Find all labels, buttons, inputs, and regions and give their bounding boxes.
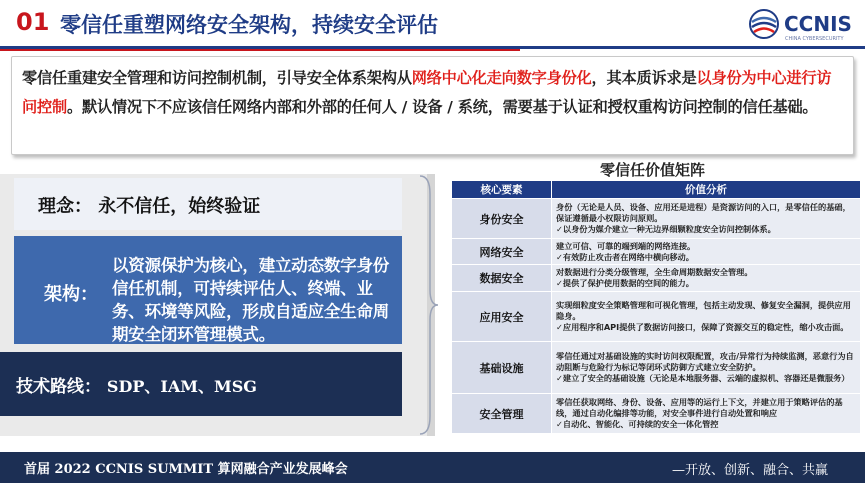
intro-box (11, 56, 854, 155)
header-accent-line (0, 49, 520, 51)
row-desc (552, 394, 861, 434)
row-sub: ✓ 自动化、智能化、可持续的安全一体化管控 (556, 419, 856, 430)
row-key: 安全管理 (452, 394, 552, 434)
tech-route-label: 技术路线： (16, 377, 101, 397)
ccnis-logo (748, 6, 856, 44)
globe-logo-icon (748, 8, 780, 40)
row-desc (552, 265, 861, 292)
intro-text-2: ，其本质诉求是 (591, 69, 697, 87)
footer-slogan: —开放、创新、融合、共赢 (672, 463, 829, 478)
row-key: 身份安全 (452, 199, 552, 239)
brace-connector (418, 174, 440, 436)
intro-highlight-2: 以身份为中心进行访问控制 (22, 69, 832, 116)
row-desc (552, 239, 861, 265)
row-text: 零信任通过对基础设施的实时访问权限配置，攻击/异常行为持续监测，恶意行为自动阻断与危险行为标记等闭环式防御方式建立安全防护。 (556, 351, 854, 372)
concept-text: 理念： 永不信任，始终验证 (38, 196, 261, 217)
table-row (452, 394, 861, 434)
matrix-title: 零信任价值矩阵 (600, 161, 706, 179)
architecture-label: 架构： (44, 284, 98, 305)
intro-text-1: 零信任重建安全管理和访问控制机制，引导安全体系架构从 (22, 69, 412, 87)
row-sub: ✓ 建立了安全的基础设施（无论是本地服务器、云端的虚拟机、容器还是微服务） (556, 373, 856, 384)
table-row (452, 342, 861, 394)
page-title: 零信任重塑网络安全架构，持续安全评估 (60, 13, 438, 37)
table-row (452, 239, 861, 265)
table-row (452, 265, 861, 292)
row-key: 基础设施 (452, 342, 552, 394)
intro-paragraph (22, 64, 845, 121)
table-header-row (452, 181, 861, 199)
row-sub: ✓ 以身份为媒介建立一种无边界细颗粒度安全访问控制体系。 (556, 224, 856, 235)
table-row (452, 292, 861, 342)
row-key: 数据安全 (452, 265, 552, 292)
footer-event-title: 首届 2022 CCNIS SUMMIT 算网融合产业发展峰会 (24, 462, 348, 477)
row-text: 建立可信、可靠的端到端的网络连接。 (556, 240, 696, 251)
row-text: 零信任获取网络、身份、设备、应用等的运行上下文，并建立用于策略评估的基线，通过自动化编排等功能，对安全事件进行自动处置和响应 (556, 397, 843, 418)
tech-route (16, 372, 257, 397)
row-sub: ✓ 有效防止攻击者在网络中横向移动。 (556, 252, 856, 263)
logo-text: CCNIS (784, 12, 852, 36)
intro-text-3: 。默认情况下不应该信任网络内部和外部的任何人 / 设备 / 系统，需要基于认证和授权重构访问控制的信任基础。 (66, 97, 818, 116)
row-sub: ✓ 应用程序和API提供了数据访问接口，保障了资源交互的稳定性，缩小攻击面。 (556, 322, 856, 333)
value-matrix-table (451, 180, 861, 434)
row-desc (552, 292, 861, 342)
row-text: 对数据进行分类分级管理，全生命周期数据安全管理。 (556, 267, 753, 277)
architecture-text: 以资源保护为核心，建立动态数字身份信任机制，可持续评估人、终端、业务、环境等风险，形成自适应全生命周期安全闭环管理模式。 (112, 256, 390, 344)
logo-subtext: CHINA CYBERSECURITY (785, 36, 844, 42)
row-text: 身份（无论是人员、设备、应用还是进程）是资源访问的入口，是零信任的基础，保证遵循最小权限访问原则。 (556, 202, 851, 223)
intro-highlight-1: 网络中心化走向数字身份化 (411, 69, 592, 87)
tech-route-value: SDP、IAM、MSG (106, 377, 257, 396)
column-header-key: 核心要素 (452, 181, 552, 199)
header (0, 0, 865, 48)
row-sub: ✓ 提供了保护使用数据的空间的能力。 (556, 278, 856, 289)
table-row (452, 199, 861, 239)
column-header-value: 价值分析 (552, 181, 861, 199)
row-desc (552, 199, 861, 239)
section-number: 01 (16, 8, 50, 36)
row-text: 实现细粒度安全策略管理和可视化管理，包括主动发现、修复安全漏洞，提供应用隐身。 (556, 300, 851, 321)
row-key: 网络安全 (452, 239, 552, 265)
row-desc (552, 342, 861, 394)
row-key: 应用安全 (452, 292, 552, 342)
